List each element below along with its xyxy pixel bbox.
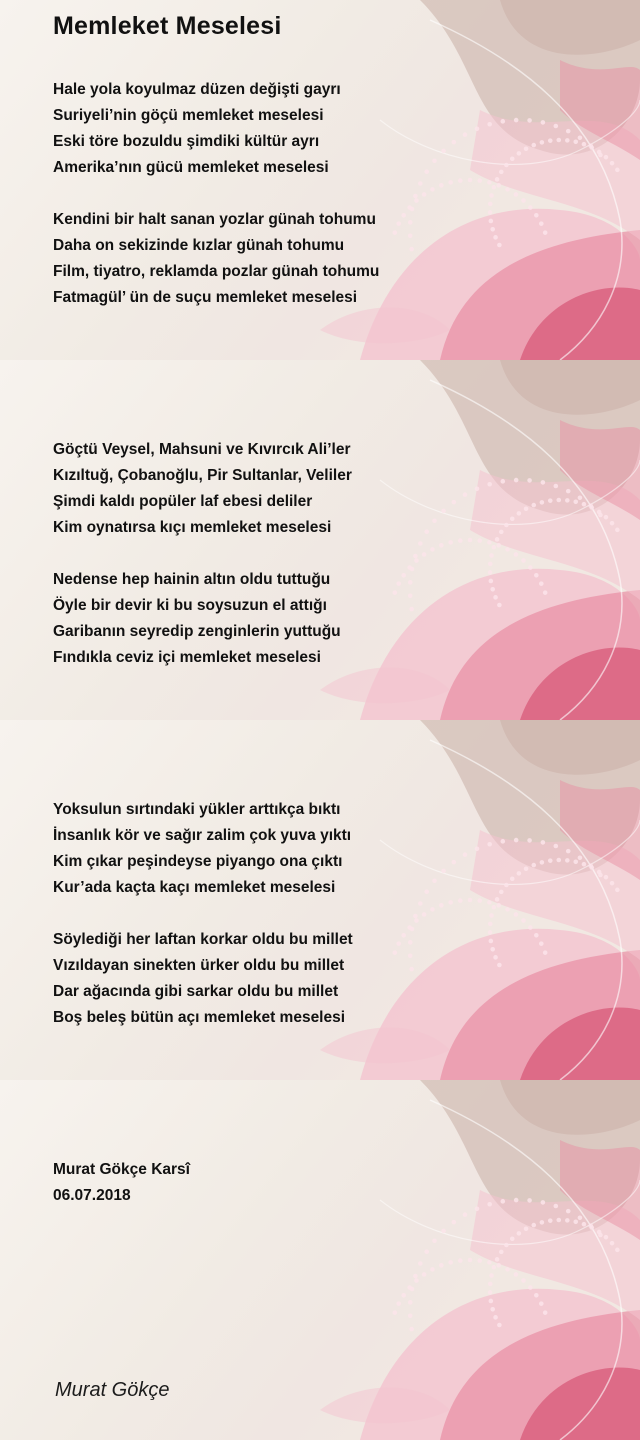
author-name: Murat Gökçe Karsî xyxy=(53,1161,190,1178)
poem-line: Kim oynatırsa kıçı memleket meselesi xyxy=(53,519,332,536)
poem-line: Dar ağacında gibi sarkar oldu bu millet xyxy=(53,983,339,1000)
signature: Murat Gökçe xyxy=(55,1379,170,1401)
poem-line: Göçtü Veysel, Mahsuni ve Kıvırcık Ali’ler xyxy=(53,441,351,458)
poem-line: Suriyeli’nin göçü memleket meselesi xyxy=(53,107,324,124)
poem-line: İnsanlık kör ve sağır zalim çok yuva yıktı xyxy=(53,827,352,844)
poem-line: Yoksulun sırtındaki yükler arttıkça bıktı xyxy=(53,801,341,818)
stanza-2 xyxy=(53,207,379,311)
poem-line: Fatmagül’ ün de suçu memleket meselesi xyxy=(53,289,358,306)
poem-line: Kızıltuğ, Çobanoğlu, Pir Sultanlar, Veliler xyxy=(53,467,352,484)
poem-line: Nedense hep hainin altın oldu tuttuğu xyxy=(53,571,331,588)
poem-line: Eski töre bozuldu şimdiki kültür ayrı xyxy=(53,133,320,150)
stanza-6 xyxy=(53,927,353,1031)
poem-line: Daha on sekizinde kızlar günah tohumu xyxy=(53,237,345,254)
poem-line: Kur’ada kaçta kaçı memleket meselesi xyxy=(53,879,336,896)
poem-line: Garibanın seyredip zenginlerin yuttuğu xyxy=(53,623,341,640)
poem-date: 06.07.2018 xyxy=(53,1187,131,1204)
poem-line: Söylediği her laftan korkar oldu bu millet xyxy=(53,931,353,948)
poem-line: Vızıldayan sinekten ürker oldu bu millet xyxy=(53,957,345,974)
poem-line: Öyle bir devir ki bu soysuzun el attığı xyxy=(53,597,327,614)
poem-line: Şimdi kaldı popüler laf ebesi deliler xyxy=(53,493,313,510)
stanza-4 xyxy=(53,567,341,671)
poem-line: Amerika’nın gücü memleket meselesi xyxy=(53,159,329,176)
poem-title: Memleket Meselesi xyxy=(53,12,282,40)
poem-line: Hale yola koyulmaz düzen değişti gayrı xyxy=(53,81,341,98)
poem-footer xyxy=(53,1157,190,1209)
poem-line: Film, tiyatro, reklamda pozlar günah tohumu xyxy=(53,263,380,280)
poem-line: Kim çıkar peşindeyse piyango ona çıktı xyxy=(53,853,343,870)
stanza-1 xyxy=(53,77,341,181)
poem-line: Fındıkla ceviz içi memleket meselesi xyxy=(53,649,321,666)
poem-line: Boş beleş bütün açı memleket meselesi xyxy=(53,1009,346,1026)
stanza-5 xyxy=(53,797,351,901)
poem-line: Kendini bir halt sanan yozlar günah tohumu xyxy=(53,211,376,228)
stanza-3 xyxy=(53,437,352,541)
